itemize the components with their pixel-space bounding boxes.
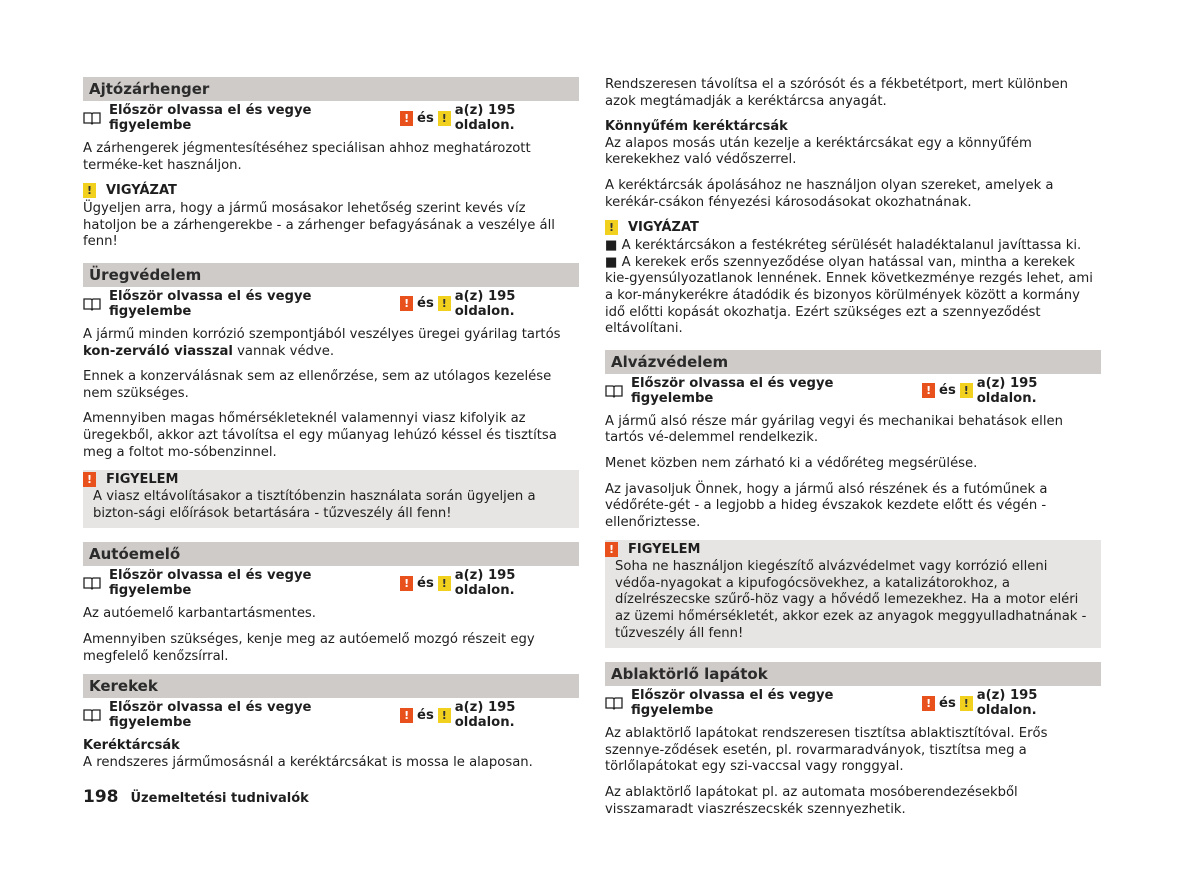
and-text: és xyxy=(417,296,434,312)
paragraph: Az javasoljuk Önnek, hogy a jármű alsó részének és a futóműnek a védőréte-gét - a legjobb a hideg évszakok kezdete előtt és végén - ellenőriztesse. xyxy=(605,481,1048,530)
warning-bullet: ■ A keréktárcsákon a festékréteg sérülését haladéktalanul javíttassa ki. xyxy=(605,238,1082,254)
page-footer xyxy=(83,787,309,807)
warning-red-icon: ! xyxy=(922,696,935,711)
section-title-ablaktorlo: Ablaktörlő lapátok xyxy=(605,662,1101,686)
and-text: és xyxy=(939,383,956,399)
subsection-title: Könnyűfém keréktárcsák xyxy=(605,119,788,135)
warning-yellow-icon: ! xyxy=(438,296,451,311)
section-title-ajtozarhenger: Ajtózárhenger xyxy=(83,77,579,101)
warning-red-icon: ! xyxy=(922,383,935,398)
caution-text: A viasz eltávolításakor a tisztítóbenzin használata során ügyeljen a bizton-sági előírások betartására - tűzveszély áll fenn! xyxy=(93,489,536,521)
caution-box xyxy=(83,470,579,528)
read-first-note xyxy=(83,568,579,599)
caution-box xyxy=(605,540,1101,648)
page-ref-text: a(z) 195 oldalon. xyxy=(454,288,516,319)
paragraph: A zárhengerek jégmentesítéséhez speciálisan ahhoz meghatározott terméke-ket használjon. xyxy=(83,141,531,173)
warning-yellow-icon: ! xyxy=(960,696,973,711)
paragraph: A jármű alsó része már gyárilag vegyi és mechanikai behatások ellen tartós vé-delemmel rendelkezik. xyxy=(605,413,1063,446)
paragraph: Menet közben nem zárható ki a védőréteg megsérülése. xyxy=(605,455,978,471)
warning-red-icon: ! xyxy=(83,472,96,487)
paragraph: A keréktárcsák ápolásához ne használjon olyan szereket, amelyek a kerékár-csákon fényezési károsodásokat okozhatnának. xyxy=(605,177,1054,210)
warning-yellow-icon: ! xyxy=(605,220,618,235)
paragraph: Amennyiben szükséges, kenje meg az autóemelő mozgó részeit egy megfelelő kenőzsírral. xyxy=(83,631,535,664)
page-ref-text: a(z) 195 oldalon. xyxy=(454,568,516,599)
book-icon xyxy=(83,297,101,311)
paragraph: A jármű minden korrózió szempontjából veszélyes üregei gyárilag tartós kon-zerváló viasszal vannak védve. xyxy=(83,326,561,359)
paragraph: Az ablaktörlő lapátokat pl. az automata mosóberendezésekből visszamaradt viaszrészecskék szennyezhetik. xyxy=(605,785,1018,817)
book-icon xyxy=(83,576,101,590)
read-first-text: Először olvassa el és vegye figyelembe xyxy=(109,288,312,319)
subsection-title: Keréktárcsák xyxy=(83,738,180,754)
caution-label: FIGYELEM xyxy=(106,472,179,488)
paragraph: Az autóemelő karbantartásmentes. xyxy=(83,606,316,622)
page-ref-text: a(z) 195 oldalon. xyxy=(454,103,516,133)
warning-label: VIGYÁZAT xyxy=(106,183,177,199)
warning-yellow-icon: ! xyxy=(960,383,973,398)
and-text: és xyxy=(417,575,434,591)
section-title-kerekek: Kerekek xyxy=(83,674,579,698)
paragraph: Ennek a konzerválásnak sem az ellenőrzése, sem az utólagos kezelése nem szükséges. xyxy=(83,369,552,401)
book-icon xyxy=(605,384,623,398)
chapter-title: Üzemeltetési tudnivalók xyxy=(130,791,309,806)
paragraph: Amennyiben magas hőmérsékleteknél valamennyi viasz kifolyik az üregekből, akkor azt távolítsa el egy műanyag lehúzó késsel és tisztítsa meg a foltot mo-sóbenzinnel. xyxy=(83,411,557,460)
warning-yellow-icon: ! xyxy=(438,111,451,126)
and-text: és xyxy=(417,707,434,723)
warning-label: VIGYÁZAT xyxy=(628,220,699,236)
read-first-text: Először olvassa el és vegye figyelembe xyxy=(631,688,834,719)
paragraph: Az ablaktörlő lapátokat rendszeresen tisztítsa ablaktisztítóval. Erős szennye-ződések esetén, pl. rovarmaradványok, tisztítsa meg a törlőlapátokat egy szi-vaccsal vagy ronggyal. xyxy=(605,726,1048,775)
warning-box xyxy=(605,220,1101,338)
caution-text: Soha ne használjon kiegészítő alvázvédelmet vagy korrózió elleni védőa-nyagokat a kipufogócsövekhez, a katalizátorokhoz, a dízelrészecske szűrő-höz vagy a hővédő lemezekhez. Ha a motor eléri az üzemi hőmérsékletét, akkor ezek az anyagok meggyulladhatnának - tűzveszély áll fenn! xyxy=(615,559,1087,641)
paragraph: Az alapos mosás után kezelje a keréktárcsákat egy a könnyűfém kerekekhez való védőszerrel. xyxy=(605,135,1032,168)
warning-text: Ügyeljen arra, hogy a jármű mosásakor lehetőség szerint kevés víz hatoljon be a zárhengerekbe - a zárhenger befagyásának a veszélye áll fenn! xyxy=(83,201,555,250)
section-title-autoemelo: Autóemelő xyxy=(83,542,579,566)
page-ref-text: a(z) 195 oldalon. xyxy=(454,700,516,731)
read-first-note xyxy=(605,375,1101,406)
read-first-text: Először olvassa el és vegye figyelembe xyxy=(631,375,834,406)
read-first-note xyxy=(83,700,579,731)
paragraph: A rendszeres járműmosásnál a keréktárcsákat is mossa le alaposan. xyxy=(83,754,533,770)
book-icon xyxy=(605,696,623,710)
book-icon xyxy=(83,708,101,722)
read-first-note xyxy=(83,103,579,133)
warning-red-icon: ! xyxy=(400,111,413,126)
warning-red-icon: ! xyxy=(400,708,413,723)
book-icon xyxy=(83,111,101,125)
read-first-text: Először olvassa el és vegye figyelembe xyxy=(109,700,312,731)
page-number: 198 xyxy=(83,787,119,807)
read-first-text: Először olvassa el és vegye figyelembe xyxy=(109,103,312,133)
warning-bullet: ■ A kerekek erős szennyeződése olyan hatással van, mintha a kerekek kie-gyensúlyozatlanok lennének. Ennek következménye rezgés lehet, ami a kor-mánykerékre átadódik és bizonyos körülmények között a kormány idő előtti kopását okozhatja. Ezért szükséges ezt a szennyeződést eltávolítani. xyxy=(605,254,1093,337)
right-column xyxy=(605,77,1101,827)
page-ref-text: a(z) 195 oldalon. xyxy=(976,688,1038,719)
warning-red-icon: ! xyxy=(400,296,413,311)
page-ref-text: a(z) 195 oldalon. xyxy=(976,375,1038,406)
warning-red-icon: ! xyxy=(605,542,618,557)
warning-yellow-icon: ! xyxy=(438,576,451,591)
read-first-note xyxy=(83,288,579,319)
section-title-uregvedelem: Üregvédelem xyxy=(83,263,579,287)
warning-red-icon: ! xyxy=(400,576,413,591)
section-title-alvazvedelem: Alvázvédelem xyxy=(605,350,1101,374)
warning-box xyxy=(83,183,579,251)
and-text: és xyxy=(417,110,434,126)
caution-label: FIGYELEM xyxy=(628,542,701,558)
warning-yellow-icon: ! xyxy=(438,708,451,723)
read-first-note xyxy=(605,688,1101,719)
read-first-text: Először olvassa el és vegye figyelembe xyxy=(109,568,312,599)
left-column xyxy=(83,77,579,780)
paragraph: Rendszeresen távolítsa el a szórósót és a fékbetétport, mert különben azok megtámadják a keréktárcsa anyagát. xyxy=(605,77,1068,109)
and-text: és xyxy=(939,695,956,711)
warning-yellow-icon: ! xyxy=(83,183,96,198)
